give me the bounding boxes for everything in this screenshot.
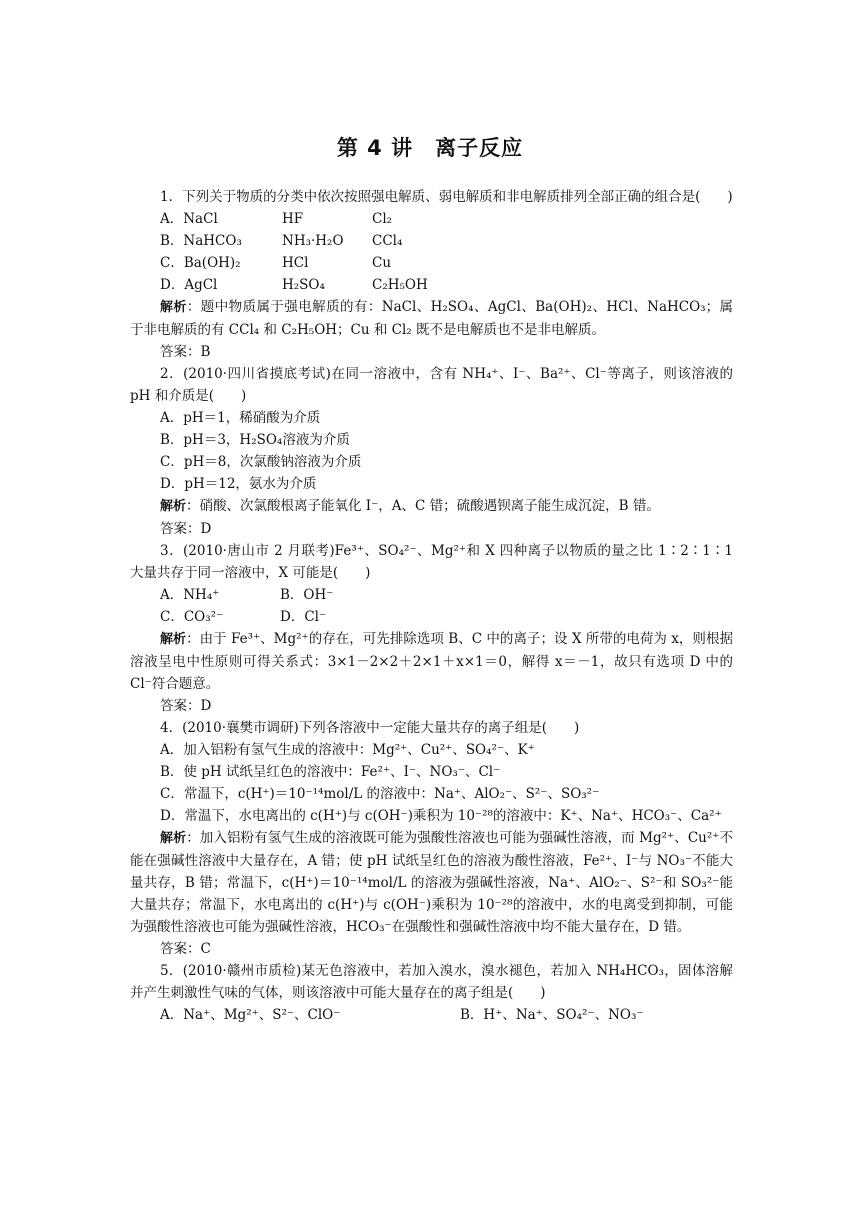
question-2-answer: 答案：D [160,521,212,537]
question-3-answer: 答案：D [160,698,212,714]
question-4-option-a: A．加入铝粉有氢气生成的溶液中：Mg²⁺、Cu²⁺、SO₄²⁻、K⁺ [160,742,535,758]
question-4-stem: 4．(2010·襄樊市调研)下列各溶液中一定能大量共存的离子组是( ) [160,720,580,736]
question-1-option-c: C．Ba(OH)₂ HCl Cu [160,255,392,271]
page-title: 第 4 讲 离子反应 [336,136,524,160]
question-1-option-d: D．AgCl H₂SO₄ C₂H₅OH [160,277,428,293]
question-5-stem: 5．(2010·赣州市质检)某无色溶液中，若加入溴水，溴水褪色，若加入 NH₄HCO₃，固体溶解并产生刺激性气味的气体，则该溶液中可能大量存在的离子组是( ) [130,963,733,1001]
question-1-option-b: B．NaHCO₃ NH₃·H₂O CCl₄ [160,233,403,249]
question-4-option-d: D．常温下，水电离出的 c(H⁺)与 c(OH⁻)乘积为 10⁻²⁸的溶液中：K⁺、Na⁺、HCO₃⁻、Ca²⁺ [160,808,722,824]
question-3-analysis: 解析：由于 Fe³⁺、Mg²⁺的存在，可先排除选项 B、C 中的离子；设 X 所带的电荷为 x，则根据溶液呈电中性原则可得关系式：3×1－2×2＋2×1＋x×1＝0，解得 x＝－1，故只有选项 D 中的 Cl⁻符合题意。 [130,631,733,692]
question-4-option-c: C．常温下，c(H⁺)＝10⁻¹⁴mol/L 的溶液中：Na⁺、AlO₂⁻、S²⁻、SO₃²⁻ [160,786,600,802]
question-1-stem: 1．下列关于物质的分类中依次按照强电解质、弱电解质和非电解质排列全部正确的组合是( ) [160,189,733,205]
question-1-answer: 答案：B [160,344,211,360]
question-4-answer: 答案：C [160,941,211,957]
question-2-option-a: A．pH＝1，稀硝酸为介质 [160,410,321,426]
question-3-stem: 3．(2010·唐山市 2 月联考)Fe³⁺、SO₄²⁻、Mg²⁺和 X 四种离子以物质的量之比 1∶2∶1∶1 大量共存于同一溶液中，X 可能是( ) [130,543,733,581]
question-2-option-d: D．pH＝12，氨水为介质 [160,476,317,492]
question-3-options-cd: C．CO₃²⁻ D．Cl⁻ [160,609,327,625]
document-body [130,186,733,1026]
question-2-stem: 2．(2010·四川省摸底考试)在同一溶液中，含有 NH₄⁺、I⁻、Ba²⁺、Cl⁻等离子，则该溶液的 pH 和介质是( ) [130,366,733,404]
question-2-option-b: B．pH＝3，H₂SO₄溶液为介质 [160,432,350,448]
question-5-options-ab: A．Na⁺、Mg²⁺、S²⁻、ClO⁻ B．H⁺、Na⁺、SO₄²⁻、NO₃⁻ [160,1007,644,1023]
question-2-analysis: 解析：硝酸、次氯酸根离子能氧化 I⁻，A、C 错；硫酸遇钡离子能生成沉淀，B 错。 [160,498,660,514]
question-2-option-c: C．pH＝8，次氯酸钠溶液为介质 [160,454,362,470]
question-4-option-b: B．使 pH 试纸呈红色的溶液中：Fe²⁺、I⁻、NO₃⁻、Cl⁻ [160,764,501,780]
question-1-option-a: A．NaCl HF Cl₂ [160,211,393,227]
question-4-analysis: 解析：加入铝粉有氢气生成的溶液既可能为强酸性溶液也可能为强碱性溶液，而 Mg²⁺、Cu²⁺不能在强碱性溶液中大量存在，A 错；使 pH 试纸呈红色的溶液为酸性溶液，Fe²⁺、I⁻与 NO₃⁻不能大量共存，B 错；常温下，c(H⁺)＝10⁻¹⁴mol/L 的溶液为强碱性溶液，Na⁺、AlO₂⁻、S²⁻和 SO₃²⁻能大量共存；常温下，水电离出的 c(H⁺)与 c(OH⁻)乘积为 10⁻²⁸的溶液中，水的电离受到抑制，可能为强酸性溶液也可能为强碱性溶液，HCO₃⁻在强酸性和强碱性溶液中均不能大量存在，D 错。 [130,830,733,935]
question-1-analysis: 解析：题中物质属于强电解质的有：NaCl、H₂SO₄、AgCl、Ba(OH)₂、HCl、NaHCO₃；属于非电解质的有 CCl₄ 和 C₂H₅OH；Cu 和 Cl₂ 既不是电解质也不是非电解质。 [130,299,733,338]
question-3-options-ab: A．NH₄⁺ B．OH⁻ [160,587,334,603]
